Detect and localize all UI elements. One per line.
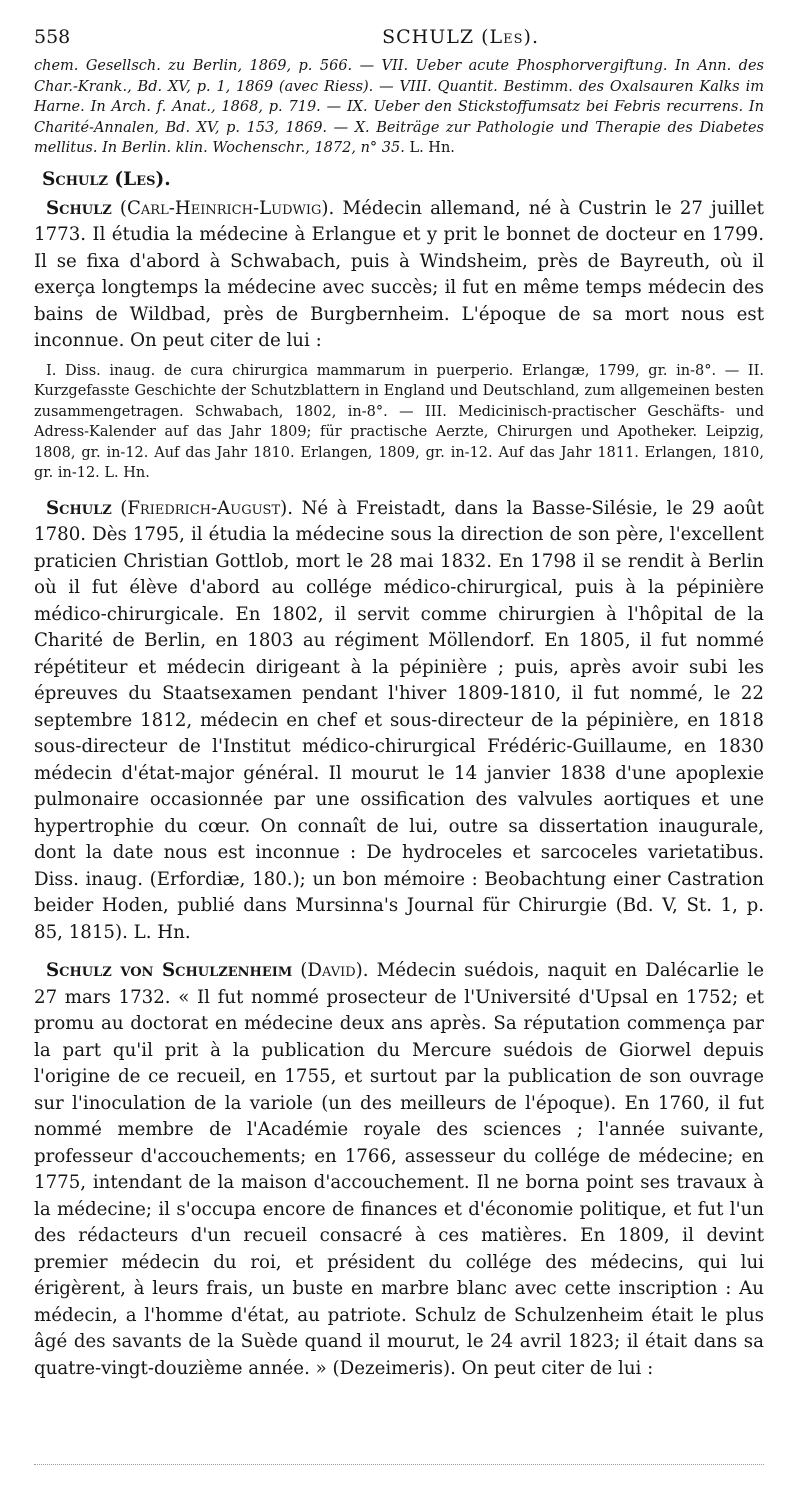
entry-signature: L. Hn. [133,921,191,943]
continuation-paragraph [34,56,764,159]
page-number: 558 [34,26,71,48]
entry-text: Médecin allemand, né à Custrin le 27 juillet 1773. Il étudia la médecine à Erlangue et y prit le bonnet de docteur en 1799. Il se fixa d'abord à Schwabach, puis à Windsheim, près de Bayreuth, où il exerça longtemps la médecine avec succès; il fut en même temps médecin des bains de Wildbad, près de Burgbernheim. L'époque de sa mort nous est inconnue. On peut citer de lui : [34,197,764,351]
running-title: SCHULZ (Les). [382,26,539,48]
entry-given-names: (Carl-Heinrich-Ludwig). [119,197,335,219]
entry-works [34,361,764,484]
section-heading: Schulz (Les). [42,168,171,190]
document-page [34,26,764,1382]
entry-name: Schulz [46,197,112,219]
entry-given-names: (Friedrich-August). [120,497,294,519]
entry-given-names: (David). [300,960,369,981]
entry-text: Né à Freistadt, dans la Basse-Silésie, le 29 août 1780. Dès 1795, il étudia la médecine sous la direction de son père, l'excellent praticien Christian Gottlob, mort le 28 mai 1832. En 1798 il se rendit à Berlin où il fut élève d'abord au collége médico-chirurgical, puis à la pépinière médico-chirurgicale. En 1802, il servit comme chirurgien à l'hôpital de la Charité de Berlin, en 1803 au régiment Möllendorf. En 1805, il fut nommé répétiteur et médecin dirigeant à la pépinière ; puis, après avoir subi les épreuves du Staatsexamen pendant l'hiver 1809-1810, il fut nommé, le 22 septembre 1812, médecin en chef et sous-directeur de la pépinière, en 1818 sous-directeur de l'Institut médico-chirurgical Frédéric-Guillaume, en 1830 médecin d'état-major général. Il mourut le 14 janvier 1838 d'une apoplexie pulmonaire occasionnée par une ossification des valvules aortiques et une hypertrophie du cœur. On connaît de lui, outre sa dissertation inaugurale, dont la date nous est inconnue : De hydroceles et sarcoceles varietatibus. Diss. inaug. (Erfordiæ, 180.); un bon mémoire : Beobachtung einer Castration beider Hoden, publié dans Mursinna's Journal für Chirurgie (Bd. V, St. 1, p. 85, 1815). [34,497,764,943]
entry-signature: L. Hn. [104,465,150,481]
bottom-dotted-rule [34,1464,764,1465]
continuation-signature: L. Hn. [409,140,455,156]
entry-paragraph [34,958,764,1382]
entry-paragraph [34,496,764,947]
entry-paragraph [34,196,764,355]
entry-name: Schulz [46,497,112,519]
entry-text: Médecin suédois, naquit en Dalécarlie le 27 mars 1732. « Il fut nommé prosecteur de l'Université d'Upsal en 1752; et promu au doctorat en médecine deux ans après. Sa réputation commença par la part qu'il prit à la publication du Mercure suédois de Giorwel depuis l'origine de ce recueil, en 1755, et surtout par la publication de son ouvrage sur l'inoculation de la variole (un des meilleurs de l'époque). En 1760, il fut nommé membre de l'Académie royale des sciences ; l'année suivante, professeur d'accouchements; en 1766, assesseur du collége de médecine; en 1775, intendant de la maison d'accouchement. Il ne borna point ses travaux à la médecine; il s'occupa encore de finances et d'économie politique, et fut l'un des rédacteurs d'un recueil consacré à ces matières. En 1809, il devint premier médecin du roi, et président du collége des médecins, qui lui érigèrent, à leurs frais, un buste en marbre blanc avec cette inscription : Au médecin, a l'homme d'état, au patriote. Schulz de Schulzenheim était le plus âgé des savants de la Suède quand il mourut, le 24 avril 1823; il était dans sa quatre-vingt-douzième année. » (Dezeimeris). On peut citer de lui : [34,960,764,1379]
entry-works-text: I. Diss. inaug. de cura chirurgica mammarum in puerperio. Erlangæ, 1799, gr. in-8°. — II. Kurzgefasste Geschichte der Schutzblattern in England und Deutschland, zum allgemeinen besten zusammengetragen. Schwabach, 1802, in-8°. — III. Medicinisch-practischer Geschäfts- und Adress-Kalender auf das Jahr 1809; für practische Aerzte, Chirurgen und Apotheker. Leipzig, 1808, gr. in-12. Auf das Jahr 1810. Erlangen, 1809, gr. in-12. Auf das Jahr 1811. Erlangen, 1810, gr. in-12. [34,362,764,481]
continuation-text: chem. Gesellsch. zu Berlin, 1869, p. 566. — VII. Ueber acute Phosphorvergiftung. In Ann. des Char.-Krank., Bd. XV, p. 1, 1869 (avec Riess). — VIII. Quantit. Bestimm. des Oxalsauren Kalks im Harne. In Arch. f. Anat., 1868, p. 719. — IX. Ueber den Stickstoffumsatz bei Febris recurrens. In Charité-Annalen, Bd. XV, p. 153, 1869. — X. Beiträge zur Pathologie und Therapie des Diabetes mellitus. In Berlin. klin. Wochenschr., 1872, n° 35. [34,58,764,156]
page-header [34,26,764,56]
entry-name: Schulz von Schulzenheim [46,960,293,981]
